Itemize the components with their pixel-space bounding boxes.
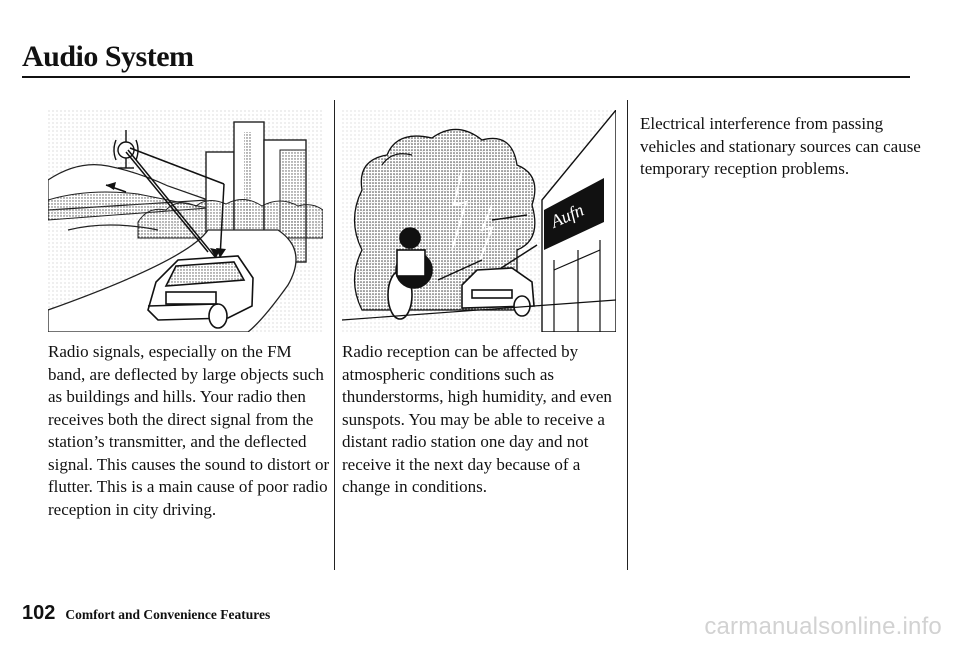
- page-number: 102: [22, 602, 56, 624]
- column-2-paragraph: Radio reception can be affected by atmospheric conditions such as thunderstorms, high humidity, and even sunspots. You may be able to receive a distant radio station one day and not receive it the next day because of a change in conditions.: [342, 342, 612, 496]
- column-divider: [627, 100, 628, 570]
- column-divider: [334, 100, 335, 570]
- title-rule: [22, 76, 910, 78]
- column-3-paragraph: Electrical interference from passing vehicles and stationary sources can cause temporary reception problems.: [640, 114, 921, 178]
- store-sign: Aufn: [547, 199, 587, 232]
- page-title: Audio System: [22, 40, 194, 73]
- watermark: carmanualsonline.info: [704, 613, 942, 640]
- page-footer: [22, 602, 270, 625]
- column-1-paragraph: Radio signals, especially on the FM band, are deflected by large objects such as buildings and hills. Your radio then receives both the direct signal from the station’s transmitter, and the deflected signal. This causes the sound to distort or flutter. This is a main cause of poor radio reception in city driving.: [48, 342, 330, 519]
- city-signal-illustration: [48, 110, 323, 332]
- section-name: Comfort and Convenience Features: [65, 607, 271, 622]
- thunderstorm-motorcycle-illustration: [342, 110, 616, 332]
